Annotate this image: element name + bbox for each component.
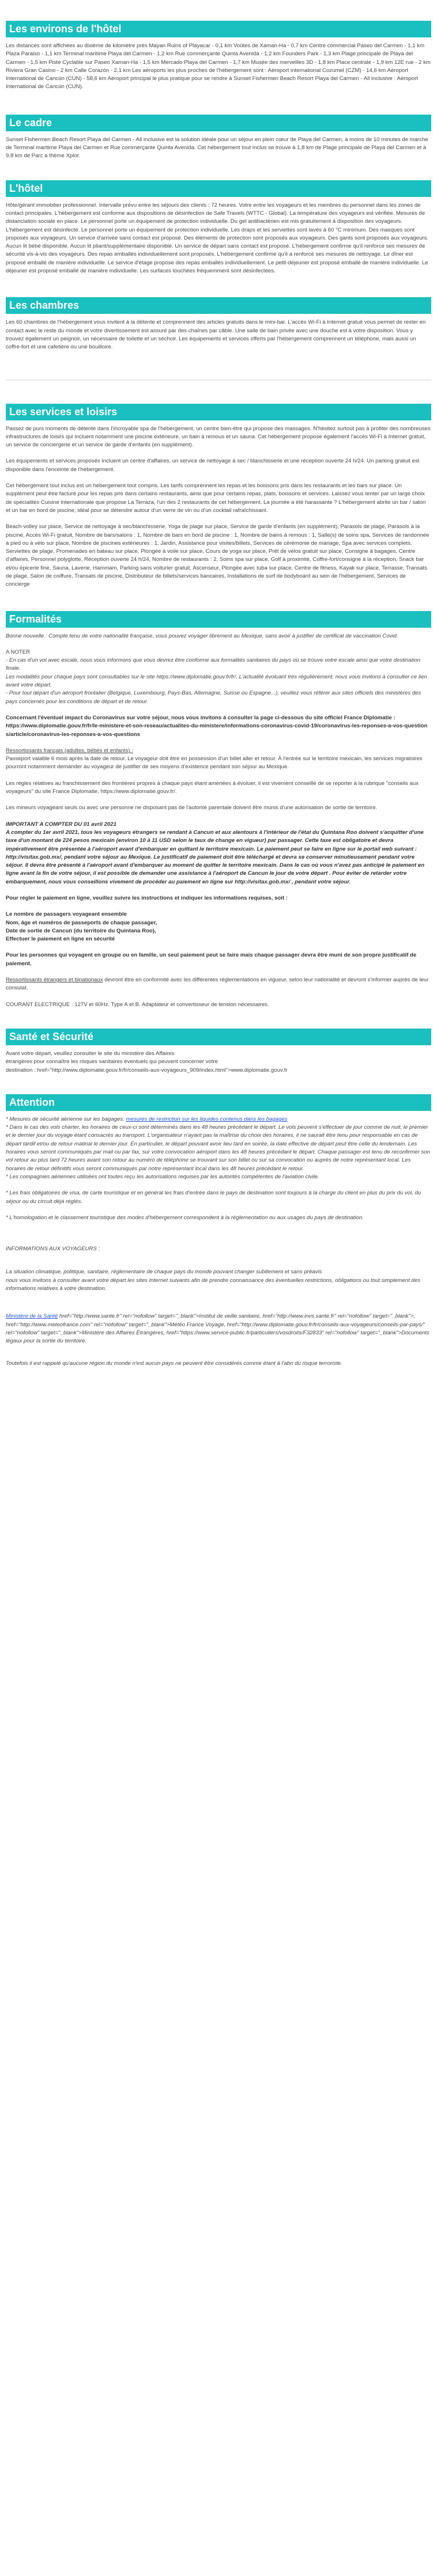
- note-line: - Pour tout départ d'un aéroport frontalier (Belgique, Luxembourg, Pays-Bas, Allemagne, Suisse ou Espagne...), veuillez vous référer aux sites officiels des ministères des pays concernés pour les conditions de départ et de retour.: [6, 690, 421, 705]
- services-text-2: Les équipements et services proposés incluent un centre d'affaires, un service de nettoyage à sec / blanchisserie et une réception ouverte 24 h/24. Un parking gratuit est disponible dans l'enceinte de l'hébergement.: [6, 458, 420, 473]
- etrangers-body: devront être en conformité avec les différentes réglementations en vigueur, selon leur nationalité et devront s'informer auprès de leur consulat.: [6, 977, 429, 992]
- sites-text: [6, 1312, 431, 1345]
- arrivee-text: * Dans le cas des vols charter, les horaires de ceux-ci sont déterminés dans les 48 heures précédant le départ. Le vols peuvent s'effectuer de jour comme de nuit, le premier et le dernier jour du voyage étant consacrés au transport. L'organisateur n'ayant pas la maîtrise du choix des horaires, il ne saurait être tenu pour responsable en cas de départ tardif et/ou de retour matinal le dernier jour. En particulier, le départ pouvant avoir lieu tard en soirée, la date effective de départ peut être celle du lendemain. Les horaires vous seront communiqués par mail ou par fax, sur votre convocation aéroport dans les 48 heures précédant le départ. Chaque passager est tenu de reconfirmer son vol retour au plus tard 72 heures avant son retour au numéro de téléphone se trouvant sur son billet ou sur sa convocation ou auprès de notre représentant local. Les horaires de retour définitifs vous seront communiqués par notre représentant local dans les 48 heures précédant le retour.: [6, 1124, 430, 1172]
- etrangers-title: Ressortissants étrangers et binationaux: [6, 977, 103, 984]
- note-line: - En cas d'un vol avec escale, nous vous informons que vous devrez être conforme aux formalités sanitaires du pays où se trouve votre escale ainsi que votre destination finale.: [6, 657, 421, 672]
- regles-text: Les règles relatives au franchissement des frontières propres à chaque pays étant amenées à évoluer, il est vivement conseillé de se reporter à la rubrique "conseils aux voyageurs" du site France Diplomatie, https://www.diplomatie.gouv.fr/.: [6, 780, 419, 795]
- bagages-link[interactable]: mesures de restriction sur les liquides contenus dans les bagages: [126, 1116, 288, 1122]
- covid-link[interactable]: https://www.diplomatie.gouv.fr/fr/le-ministere-et-son-reseau/actualites-du-ministere/informations-coronavirus-covid-19/coronavirus-les-reponses-a-vos-questions/article/coronavirus-les-reponses-a-vos-questions: [6, 723, 428, 738]
- chambres-text: Les 60 chambres de l'hébergement vous invitent à la détente et comprennent des articles gratuits dans le mini-bar. L'accès Wi-Fi à Internet gratuit vous permet de rester en contact avec le reste du monde et votre divertissement est assuré par des chaînes par câble. Une salle de bain privée avec une douche est à votre disposition. Vous y trouvez également un peignoir, un nécessaire de toilette et un séchoir. Les équipements et services offerts par l'hébergement comprennent un téléphone, mais aussi un coffre-fort et une cafetière ou une bouilloire.: [6, 319, 426, 351]
- list-line: Nom, âge et numéros de passeports de chaque passager,: [6, 919, 157, 926]
- sante-line: Avant votre départ, veuillez consulter le site du ministère des Affaires: [6, 1050, 175, 1057]
- section-title-services: Les services et loisirs: [6, 404, 431, 420]
- section-title-environs: Les environs de l'hôtel: [6, 21, 431, 37]
- section-title-attention: Attention: [6, 1094, 431, 1111]
- sante-line: destination : href="http://www.diplomatie.gouv.fr/fr/conseils-aux-voyageurs_909/index.html">www.diplomatie.gouv.fr: [6, 1067, 288, 1073]
- sites-prefix: href="http://www.sante.fr" rel="nofollow" target="_blank">Institut de veille sanitaire, href="http://www.invs.sante.fr" rel="nofollow" target="_blank">: [58, 1313, 414, 1320]
- note-line: Les modalités pour chaque pays sont consultables sur le site https://www.diplomatie.gouv.fr/fr/. L'actualité évoluant très régulièrement, nous vous invitons à consulter ce lien avant votre départ.: [6, 673, 427, 689]
- homologation-text: * L'homologation et le classement touristique des modes d'hébergement correspondent à la réglementation ou aux usages du pays de destination.: [6, 1214, 364, 1221]
- list-line: Le nombre de passagers voyageant ensemble: [6, 911, 127, 918]
- info-line: La situation climatique, politique, sanitaire, réglementaire de chaque pays du monde pouvant changer subitement et sans préavis: [6, 1269, 322, 1276]
- compagnies-text: * Les compagnies aériennes utilisées ont toutes reçu les autorisations requises par les autorités compétentes de l'aviation civile.: [6, 1173, 319, 1180]
- bagages-prefix: * Mesures de sécurité aérienne sur les bagages:: [6, 1116, 126, 1122]
- regler-text: Pour régler le paiement en ligne, veuillez suivre les instructions et indiquer les informations requises, soit :: [6, 895, 288, 901]
- info-line: nous vous invitons à consulter avant votre départ les sites Internet suivants afin de prendre connaissance des éventuelles restrictions, obligations ou tout simplement des informations relatives à votre destination.: [6, 1277, 420, 1292]
- bagages-text: [6, 1116, 431, 1124]
- sites-rest: , href="http://www.meteofrance.com" rel="nofollow" target="_blank">Météo France Voyage, href="http://www.diplomatie.gouv.fr/fr/conseils-aux-voyageurs/conseils-par-pays/" rel="nofollow" target="_blank">Ministère des Affaires Étrangères, href="https://www.service-public.fr/particuliers/vosdroits/F32833" rel="nofollow" target="_blank">Documents légaux pour la sortie du territoire.: [6, 1313, 430, 1345]
- mineurs-text: Les mineurs voyageant seuls ou avec une personne ne disposant pas de l'autorité parentale doivent être munis d'une autorisation de sortie de territoire.: [6, 805, 378, 811]
- section-title-hotel: L'hôtel: [6, 180, 431, 197]
- etrangers-text: [6, 976, 431, 993]
- ressortissants-title: Ressortissants français (adultes, bébés et enfants) :: [6, 747, 133, 754]
- list-line: Date de sortie de Cancun (du territoire du Quintana Roo),: [6, 927, 156, 934]
- covid-title: Concernant l'éventuel impact du Coronavirus sur votre séjour, nous vous invitons à consulter la page ci-dessous du site officiel France Diplomatie :: [6, 714, 395, 721]
- ressortissants-text: Passeport valable 6 mois après la date de retour. Le voyageur doit être en possession d'un billet aller et retour. À l'entrée sur le territoire mexicain, les services migratoires pourront notamment demander au voyageur de justifier de ses moyens d'existence pendant son séjour au Mexique.: [6, 756, 423, 771]
- list-line: Effectuer le paiement en ligne en sécurité: [6, 936, 115, 943]
- info-title: INFORMATIONS AUX VOYAGEURS :: [6, 1246, 100, 1253]
- sante-line: étrangères pour connaître les risques sanitaires éventuels qui peuvent concerner votre: [6, 1059, 218, 1065]
- frais-text: * Les frais obligatoires de visa, de carte touristique et en général les frais d'entrée dans le pays de destination sont toujours à la charge du client en plus du prix du vol, du séjour ou du circuit déjà réglés.: [6, 1190, 421, 1205]
- important-text: A compter du 1er avril 2021, tous les voyageurs étrangers se rendant à Cancun et aux alentours à l'intérieur de l'état du Quintana Roo doivent s'acquitter d'une taxe d'un montant de 224 pesos mexicain (environ 10 à 11 USD selon le taux de change en vigueur) par passager. Cette taxe est obligatoire et devra impérativement être présentée à l'aéroport avant d'embarquer en quittant le territoire mexicain. Le paiement peut se faire en ligne sur le portail web suivant : http://visitax.gob.mx/, pendant votre séjour au Mexique. Le justificatif de paiement doit être téléchargé et devra se conserver minutieusement pendant votre séjour. Il devra être présenté à l'aéroport avant d'embarquer au moment de quitter le territoire mexicain. Dans le cas où vous n'avez pas anticipé le paiement en ligne avant la fin de votre séjour, il est possible de demander une assistance à l'aéroport de Cancun le jour de votre départ . Pour éviter de retarder votre embarquement, nous vous conseillons vivement de procéder au paiement en ligne sur http://visitax.gob.mx/ , pendant votre séjour.: [6, 829, 425, 885]
- cadre-text: Sunset Fishermen Beach Resort Playa del Carmen - All inclusive est la solution idéale pour un séjour en plein cœur de Playa del Carmen, à moins de 10 minutes de marche de Terminal maritime Playa del Carmen et Rue commerçante Quinta Avenida. Cet hébergement tout inclus se trouve à 1,8 km de Plage principale de Playa del Carmen et à 9,8 km de Parc à thème Xplor.: [6, 136, 428, 160]
- services-text-1: Passez de purs moments de détente dans l'incroyable spa de l'hébergement, un centre bien-être qui propose des massages. N'hésitez surtout pas à profiter des nombreuses infrastructures de loisirs qui incluent notamment une piscine extérieure, un bain à remous et un sauna. Cet hébergement propose également l'accès Wi-Fi à Internet gratuit, un service de conciergerie et un service de garde d'enfants (en supplément).: [6, 425, 431, 449]
- services-text-3: Cet hébergement tout inclus est un hébergement tout compris. Les tarifs comprennent les repas et les boissons pris dans les restaurants et les bars sur place. Un supplément peut être facturé pour les repas pris dans certains restaurants, ainsi que pour certains repas, plats, boissons et services. Laissez vous tenter par un large choix de spécialités Cuisine internationale que propose La Terraza, l'un des 2 restaurants de cet hébergement. La journée a été harassante ? L'hébergement abrite un bar / salon et un bar en bord de piscine, idéal pour se détendre autour d'un verre de vin ou d'un cocktail rafraîchissant.: [6, 483, 426, 514]
- environs-text: Les distances sont affichées au dixième de kilomètre près Mayan Ruins of Playacar - 0,1 km Voûtes de Xaman-Ha - 0,7 km Centre commercial Paseo del Carmen - 1,1 km Plaza Paraiso - 1,1 km Terminal maritime Playa del Carmen - 1,2 km Rue commerçante Quinta Avenida - 1,2 km Founders Park - 1,3 km Plage principale de Playa del Carmen - 1,5 km Piste Cyclable sur Paseo Xaman-Ha - 1,5 km Mercado Playa del Carmen - 1,7 km Musée des merveilles 3D - 1,8 km Place centrale - 1,9 km 12E rue - 2 km Riviera Gran Casino - 2 km Calle Corazón - 2,1 km Les aéroports les plus proches de l'hébergement sont : Aéroport international Cozumel (CZM) - 14,6 km Aéroport International de Cancún (CUN) - 58,6 km Aéroport principal le plus pratique pour se rendre à Sunset Fishermen Beach Resort Playa del Carmen - All inclusive : Aéroport International de Cancún (CUN).: [6, 43, 431, 90]
- section-title-chambres: Les chambres: [6, 297, 431, 314]
- section-title-sante: Santé et Sécurité: [6, 1029, 431, 1045]
- courant-text: COURANT ELECTRIQUE : 127V et 60Hz. Type A et B. Adaptateur et convertisseur de tension nécessaires.: [6, 1001, 269, 1008]
- section-title-cadre: Le cadre: [6, 115, 431, 131]
- section-title-formalites: Formalités: [6, 611, 431, 628]
- formalites-intro: Bonne nouvelle : Compte tenu de votre nationalité française, vous pouvez voyager librement au Mexique, sans avoir à justifier de certificat de vaccination Covid.: [6, 632, 398, 639]
- note-title: A NOTER: [6, 648, 31, 655]
- famille-text: Pour les personnes qui voyagent en groupe ou en famille, un seul paiement peut se faire mais chaque passager devra être muni de son propre justificatif de paiement.: [6, 952, 417, 967]
- sites-link[interactable]: Ministère de la Santé: [6, 1313, 58, 1320]
- services-text-4: Beach-volley sur place, Service de nettoyage à sec/blanchisserie, Yoga de plage sur place, Service de garde d'enfants (en supplément), Parasols de plage, Parasols à la piscine, Accès Wi-Fi gratuit, Nombre de bars/salons : 1, Nombre de bars en bord de piscine : 1, Nombre de bains à remous : 1, Salle(s) de soins spa, Services de randonnée à pied ou à vélo sur place, Nombre de piscines extérieures : 1, Jardin, Assistance pour visites/billets, Services de cérémonie de mariage, Spa avec services complets, Serviettes de plage, Promenades en bateau sur place, Plongée à voile sur place, Cours de yoga sur place, Prêt de vélos gratuit sur place, Consigne à bagages, Centre d'affaires, Personnel polyglotte, Réception ouverte 24 h/24, Nombre de restaurants : 2, Soins spa sur place, Golf à proximité, Coffre-fort/consigne à la réception, Snack bar et/ou épicerie fine, Sauna, Laverie, Hammam, Parking sans voiturier gratuit, Ascenseur, Plongée avec tuba sur place, Centre de fitness, Kayak sur place, Terrasse, Transats de plage, Salon de coiffure, Transats de piscine, Distributeur de billets/services bancaires, Installations de surf de bodyboard au sein de l'hébergement, Services de concierge: [6, 523, 430, 588]
- hotel-text: Hôte/gérant immobilier professionnel. Intervalle prévu entre les séjours des clients : 72 heures. Votre entre les voyageurs et les membres du personnel dans les zones de contact principales. L'hébergement est conforme aux dispositions de désinfection de Safe Travels (WTTC - Global). La température des voyageurs est vérifiée. Mesures de distanciation sociale en place. Le personnel porte un équipement de protection individuelle. Du gel antibactérien est mis gratuitement à disposition des voyageurs. L'hébergement est désinfecté. Le personnel porte un équipement de protection individuelle. Les draps et les serviettes sont lavés à 60 °C minimum. Des masques sont proposés aux voyageurs. Un service d'arrivée sans contact est proposé. Des éléments de protection sont proposés aux voyageurs. Des gants sont proposés aux voyageurs. Aucun lit bébé disponible. Aucun lit pliant/supplémentaire disponible. Un service de départ sans contact est proposé. L'hébergement confirme qu'il renforce ses mesures de sécurité vis-à-vis des voyageurs. Des repas emballés individuellement sont proposés. L'hébergement confirme qu'il a renforcé ses mesures de nettoyage. Le dîner est proposé emballé de manière individuelle. Le service d'étage propose des repas emballés individuellement. Le petit-déjeuner est proposé emballé de manière individuelle. Le déjeuner est proposé emballé de manière individuelle. Les surfaces touchées fréquemment sont désinfectées.: [6, 202, 428, 275]
- final-text: Toutefois il est rappelé qu'aucune région du monde n'est aucun pays ne peuvent être considérés comme étant à l'abri du risque terroriste.: [6, 1360, 342, 1367]
- important-title: IMPORTANT A COMPTER DU 01 avril 2021: [6, 821, 116, 828]
